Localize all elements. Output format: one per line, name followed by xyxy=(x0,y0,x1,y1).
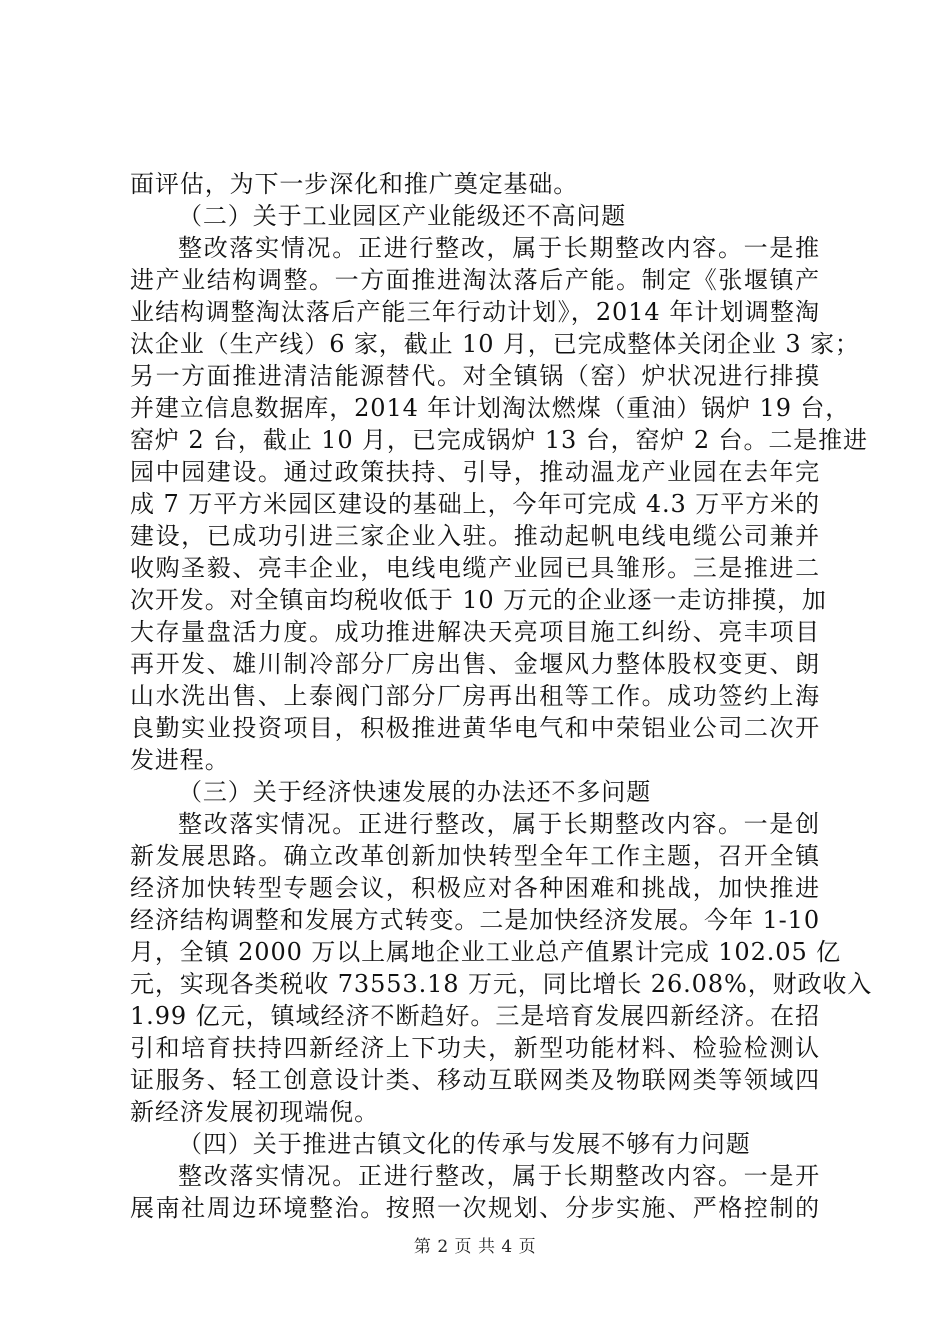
paragraph-line: 成 7 万平方米园区建设的基础上，今年可完成 4.3 万平方米的 xyxy=(130,490,820,518)
paragraph-line: 展南社周边环境整治。按照一次规划、分步实施、严格控制的 xyxy=(130,1194,820,1222)
paragraph-line: 进产业结构调整。一方面推进淘汰落后产能。制定《张堰镇产 xyxy=(130,266,820,294)
section-heading-4: （四）关于推进古镇文化的传承与发展不够有力问题 xyxy=(178,1130,751,1158)
paragraph-line: 大存量盘活力度。成功推进解决天亮项目施工纠纷、亮丰项目 xyxy=(130,618,820,646)
paragraph-line: 建设，已成功引进三家企业入驻。推动起帆电线电缆公司兼并 xyxy=(130,522,820,550)
paragraph-line: 整改落实情况。正进行整改，属于长期整改内容。一是推 xyxy=(178,234,820,262)
paragraph-line: 证服务、轻工创意设计类、移动互联网类及物联网类等领域四 xyxy=(130,1066,820,1094)
paragraph-line: 窑炉 2 台，截止 10 月，已完成锅炉 13 台，窑炉 2 台。二是推进 xyxy=(130,426,868,454)
paragraph-line: 另一方面推进清洁能源替代。对全镇锅（窑）炉状况进行排摸 xyxy=(130,362,820,390)
paragraph-line: 月，全镇 2000 万以上属地企业工业总产值累计完成 102.05 亿 xyxy=(130,938,842,966)
section-heading-3: （三）关于经济快速发展的办法还不多问题 xyxy=(178,778,652,806)
paragraph-line: 整改落实情况。正进行整改，属于长期整改内容。一是创 xyxy=(178,810,820,838)
section-heading-2: （二）关于工业园区产业能级还不高问题 xyxy=(178,202,627,230)
paragraph-line: 园中园建设。通过政策扶持、引导，推动温龙产业园在去年完 xyxy=(130,458,820,486)
paragraph-line: 良勤实业投资项目，积极推进黄华电气和中荣铝业公司二次开 xyxy=(130,714,820,742)
paragraph-line: 引和培育扶持四新经济上下功夫，新型功能材料、检验检测认 xyxy=(130,1034,820,1062)
paragraph-line: 山水洗出售、上泰阀门部分厂房再出租等工作。成功签约上海 xyxy=(130,682,820,710)
paragraph-line: 经济加快转型专题会议，积极应对各种困难和挑战，加快推进 xyxy=(130,874,820,902)
paragraph-line: 再开发、雄川制冷部分厂房出售、金堰风力整体股权变更、朗 xyxy=(130,650,820,678)
paragraph-line: 1.99 亿元，镇域经济不断趋好。三是培育发展四新经济。在招 xyxy=(130,1002,820,1030)
document-body xyxy=(130,168,873,1224)
paragraph-line: 面评估，为下一步深化和推广奠定基础。 xyxy=(130,170,579,198)
paragraph-line: 业结构调整淘汰落后产能三年行动计划》，2014 年计划调整淘 xyxy=(130,298,820,326)
paragraph-line: 发进程。 xyxy=(130,746,230,774)
paragraph-line: 并建立信息数据库，2014 年计划淘汰燃煤（重油）锅炉 19 台， xyxy=(130,394,851,422)
page-footer xyxy=(0,1236,950,1258)
paragraph-line: 新经济发展初现端倪。 xyxy=(130,1098,379,1126)
paragraph-line: 汰企业（生产线）6 家，截止 10 月，已完成整体关闭企业 3 家； xyxy=(130,330,860,358)
paragraph-line: 经济结构调整和发展方式转变。二是加快经济发展。今年 1-10 xyxy=(130,906,820,934)
paragraph-line: 新发展思路。确立改革创新加快转型全年工作主题，召开全镇 xyxy=(130,842,820,870)
paragraph-line: 元，实现各类税收 73553.18 万元，同比增长 26.08%，财政收入 xyxy=(130,970,873,998)
page-number-label: 第 2 页 共 4 页 xyxy=(413,1237,537,1257)
paragraph-line: 次开发。对全镇亩均税收低于 10 万元的企业逐一走访排摸，加 xyxy=(130,586,827,614)
paragraph-line: 收购圣毅、亮丰企业，电线电缆产业园已具雏形。三是推进二 xyxy=(130,554,820,582)
paragraph-line: 整改落实情况。正进行整改，属于长期整改内容。一是开 xyxy=(178,1162,820,1190)
